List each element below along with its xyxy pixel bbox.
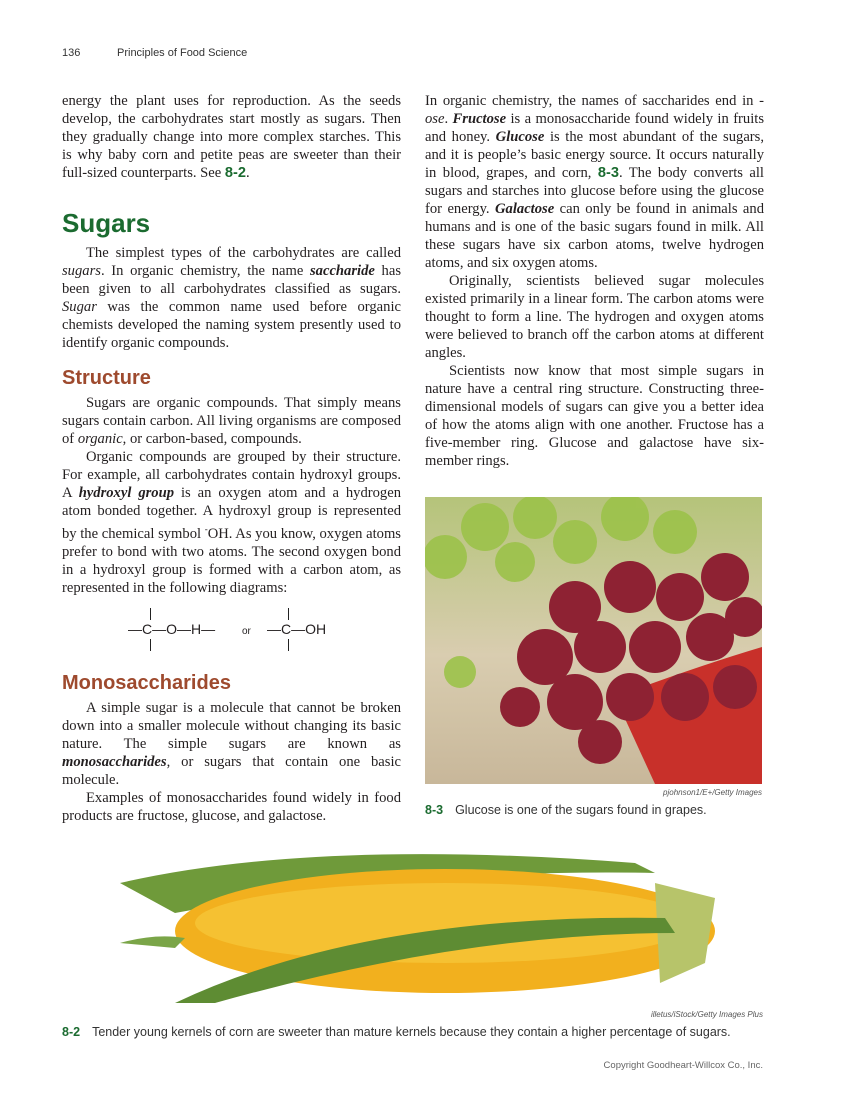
figure-number: 8-2 [62, 1025, 81, 1039]
photo-credit: illetus/iStock/Getty Images Plus [650, 1010, 763, 1019]
text-run: sugars [62, 263, 101, 279]
text-run: Organic compounds are grouped by their structure. For example, all carbohydrates contain hydroxyl groups. A [62, 449, 401, 501]
running-header [62, 47, 248, 59]
text-run: OH. As you know, oxygen atoms prefer to bond with two atoms. The second oxygen bond in a hydroxyl group is formed with a carbon atom, as represented in the following diagrams: [62, 525, 401, 596]
figure-reference: 8-2 [224, 165, 246, 181]
text-run: The simplest types of the carbohydrates are called [86, 245, 401, 261]
key-term: saccharide [310, 263, 375, 279]
text-run: is the most abundant of the sugars, and it is people’s basic energy source. It occurs naturally in blood, grapes, and corn, [425, 129, 764, 181]
text-run: -ose [425, 93, 764, 127]
heading-sugars: Sugars [62, 208, 151, 238]
text-run: . The body converts all sugars and starches into glucose before using the glucose for energy. [425, 165, 764, 217]
grapes-photo [425, 497, 762, 784]
key-term: Fructose [452, 111, 507, 127]
hydroxyl-diagram [62, 603, 401, 657]
formula-expanded: —C—O—H— [128, 620, 216, 637]
caption-text: Glucose is one of the sugars found in grapes. [455, 803, 707, 817]
figure-caption [62, 1025, 731, 1039]
text-run: Sugar [62, 299, 97, 315]
paragraph [62, 699, 401, 789]
text-run: energy the plant uses for reproduction. As the seeds develop, the carbohydrates start mostly as sugars. Then they gradually change into more complex starches. This is why baby corn and petite peas are sweeter than their full-sized counterparts. See [62, 93, 401, 181]
text-run: . In organic chemistry, the name [100, 263, 310, 279]
paragraph [425, 362, 764, 470]
text-run: A simple sugar is a molecule that cannot be broken down into a smaller molecule without changing its basic nature. The simple sugars are known as [62, 699, 401, 752]
paragraph [425, 272, 764, 362]
paragraph [62, 394, 401, 448]
paragraph [62, 789, 401, 825]
paragraph [425, 92, 764, 272]
key-term: monosaccharides [62, 753, 167, 770]
text-run: is a monosaccharide found widely in fruits and honey. [425, 111, 764, 145]
text-run: can only be found in animals and humans and is one of the basic sugars found in milk. All these sugars have six carbon atoms, twelve hydrogen atoms, and six oxygen atoms. [425, 201, 764, 271]
paragraph [62, 244, 401, 352]
text-run: Scientists now know that most simple sugars in nature have a central ring structure. Constructing three-dimensional models of sugars can give you a better idea of how the atoms align with one another. Fructose has a five-member ring. Glucose and galactose have six-member rings. [425, 363, 764, 469]
text-run: was the common name used before organic chemists developed the naming system presently used to identify organic compounds. [62, 299, 401, 351]
heading-monosaccharides: Monosaccharides [62, 671, 231, 694]
figure-reference: 8-3 [597, 165, 619, 181]
paragraph [62, 448, 401, 597]
text-run: In organic chemistry, the names of saccharides end in [425, 93, 760, 109]
heading-structure: Structure [62, 367, 151, 389]
photo-credit: pjohnson1/E+/Getty Images [663, 788, 762, 797]
text-run: is an oxygen atom and a hydrogen atom bonded together. A hydroxyl group is represented by the chemical symbol [62, 485, 402, 542]
text-run: Originally, scientists believed sugar molecules existed primarily in a linear form. The carbon atoms were thought to form a line. The hydrogen and oxygen atoms were believed to branch off the carbon atoms at different angles. [425, 273, 764, 361]
text-run: Examples of monosaccharides found widely in food products are fructose, glucose, and galactose. [62, 789, 401, 824]
formula-condensed: —C—OH [267, 620, 327, 637]
paragraph [62, 92, 401, 182]
text-run: - [204, 524, 208, 534]
text-run: . [246, 165, 250, 181]
book-title: Principles of Food Science [117, 47, 248, 59]
text-run: , or sugars that contain one basic molecule. [62, 753, 401, 788]
or-label: or [242, 625, 251, 637]
key-term: hydroxyl group [78, 485, 175, 501]
key-term: Glucose [495, 129, 545, 145]
right-column [425, 92, 764, 470]
caption-text: Tender young kernels of corn are sweeter than mature kernels because they contain a higher percentage of sugars. [92, 1025, 731, 1039]
text-run: has been given to all carbohydrates classified as sugars. [62, 263, 401, 297]
text-run: organic [77, 431, 123, 447]
key-term: Galactose [495, 201, 555, 217]
text-run: , or carbon-based, compounds. [122, 431, 302, 447]
text-run: Sugars are organic compounds. That simply means sugars contain carbon. All living organisms are composed of [62, 395, 401, 447]
figure-number: 8-3 [425, 803, 444, 817]
figure-caption [425, 803, 707, 817]
corn-photo [115, 843, 765, 1005]
copyright: Copyright Goodheart-Willcox Co., Inc. [603, 1060, 763, 1071]
text-run: . [444, 111, 453, 127]
left-column [62, 92, 401, 825]
page-number: 136 [62, 47, 81, 59]
